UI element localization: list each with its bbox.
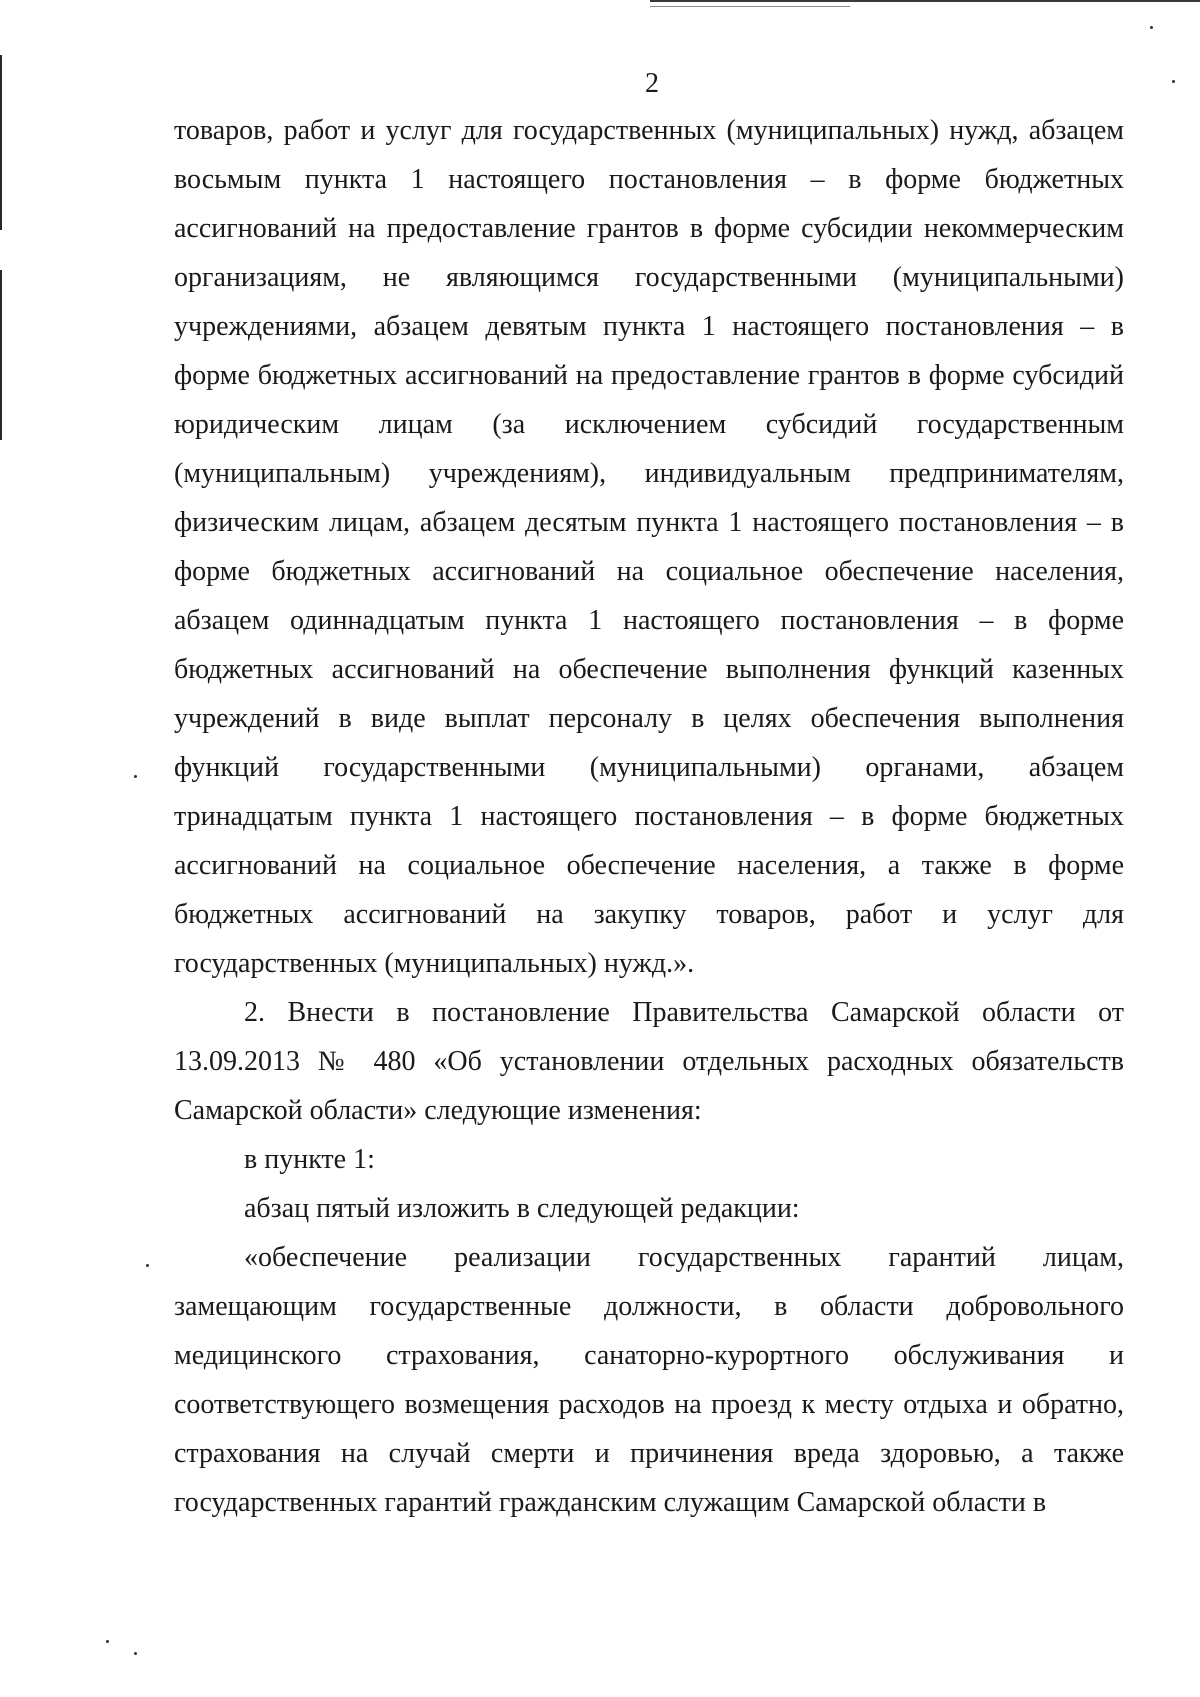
document-body [174,106,1124,1527]
scan-edge-line [650,0,1200,2]
scan-edge-line [650,6,850,7]
scan-edge-mark [0,270,2,440]
page-number: 2 [645,68,659,99]
scan-speck [106,1640,109,1643]
paragraph-abzac-5: абзац пятый изложить в следующей редакции: [244,1193,800,1224]
scan-speck [146,1264,149,1267]
paragraph-item-2: 2. Внести в постановление Правительства Самарской области от 13.09.2013 № 480 «Об установлении отдельных расходных обязательств Самарской области» следующие изменения: [174,997,1124,1126]
scan-speck [134,775,137,778]
paragraph-point-1: в пункте 1: [244,1144,375,1175]
paragraph-new-wording: «обеспечение реализации государственных гарантий лицам, замещающим государственные должности, в области добровольного медицинского страхования, санаторно-курортного обслуживания и соответствующего возмещения расходов на проезд к месту отдыха и обратно, страхования на случай смерти и причинения вреда здоровью, а также государственных гарантий гражданским служащим Самарской области в [174,1242,1124,1518]
paragraph-continuation: товаров, работ и услуг для государственных (муниципальных) нужд, абзацем восьмым пункта 1 настоящего постановления – в форме бюджетных ассигнований на предоставление грантов в форме субсидии некоммерческим организациям, не являющимся государственными (муниципальными) учреждениями, абзацем девятым пункта 1 настоящего постановления – в форме бюджетных ассигнований на предоставление грантов в форме субсидий юридическим лицам (за исключением субсидий государственным (муниципальным) учреждениям), индивидуальным предпринимателям, физическим лицам, абзацем десятым пункта 1 настоящего постановления – в форме бюджетных ассигнований на социальное обеспечение населения, абзацем одиннадцатым пункта 1 настоящего постановления – в форме бюджетных ассигнований на обеспечение выполнения функций казенных учреждений в виде выплат персоналу в целях обеспечения выполнения функций государственными (муниципальными) органами, абзацем тринадцатым пункта 1 настоящего постановления – в форме бюджетных ассигнований на социальное обеспечение населения, а также в форме бюджетных ассигнований на закупку товаров, работ и услуг для государственных (муниципальных) нужд.». [174,115,1124,979]
scan-speck [1150,26,1153,29]
scan-speck [134,1652,137,1655]
